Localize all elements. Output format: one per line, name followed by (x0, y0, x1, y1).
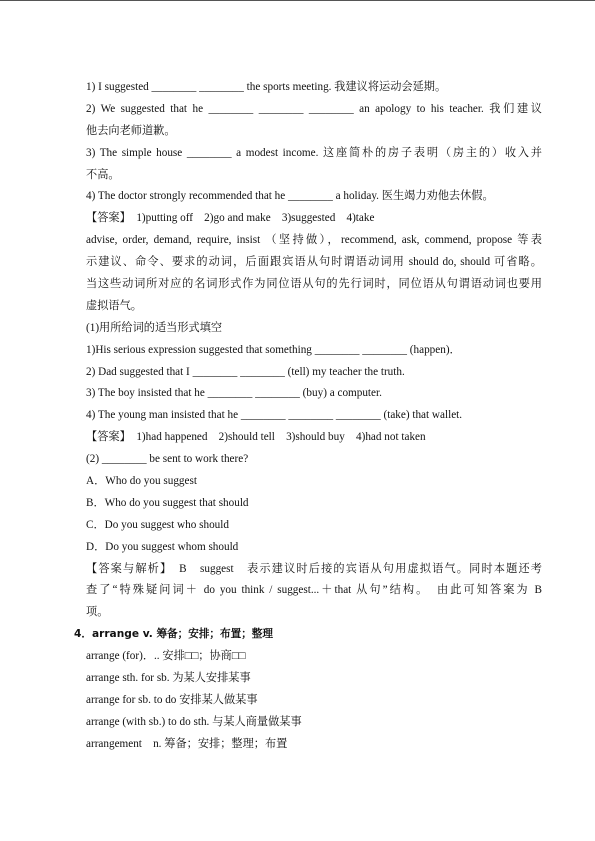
explanation-line: 查了“特殊疑问词＋ do you think / suggest...＋that 从句”结构。 由此可知答案为 B (86, 584, 542, 597)
option-a: A．Who do you suggest (86, 475, 197, 488)
text-line: 4) The young man insisted that he ________ ________ ________ (take) that wallet. (86, 409, 463, 422)
section-heading: 4．arrange v. 筹备；安排；布置；整理 (74, 628, 273, 641)
answer-line: 【答案】 1)had happened 2)should tell 3)should buy 4)had not taken (86, 431, 426, 444)
text-line: 1)His serious expression suggested that something ________ ________ (happen)． (86, 343, 461, 356)
option-b: B．Who do you suggest that should (86, 496, 249, 509)
text-line: 3) The boy insisted that he ________ ________ (buy) a computer. (86, 387, 382, 400)
question-line: (2) ________ be sent to work there? (86, 453, 249, 466)
phrase-line: arrange (for)．.. 安排□□；协商□□ (86, 650, 246, 663)
answer-line: 【答案】 1)putting off 2)go and make 3)suggested 4)take (86, 212, 375, 225)
text-line: 2) We suggested that he ________ ________ ________ an apology to his teacher. 我们建议 (86, 102, 542, 115)
text-line: advise, order, demand, require, insist （坚持做），recommend, ask, commend, propose 等表 (86, 234, 542, 247)
text-line: 不高。 (86, 168, 120, 181)
text-line: 他去向老师道歉。 (86, 124, 176, 137)
text-line: 当这些动词所对应的名词形式作为同位语从句的先行词时，同位语从句谓语动词也要用 (86, 278, 542, 291)
option-c: C．Do you suggest who should (86, 518, 229, 531)
text-line: 示建议、命令、要求的动词，后面跟宾语从句时谓语动词用 should do, should 可省略。 (86, 256, 542, 269)
header-rule (0, 0, 595, 1)
text-line: 2) Dad suggested that I ________ ________ (tell) my teacher the truth. (86, 365, 405, 378)
text-line: 虚拟语气。 (86, 299, 142, 312)
option-d: D．Do you suggest whom should (86, 540, 239, 553)
phrase-line: arrange for sb. to do 安排某人做某事 (86, 693, 258, 706)
phrase-line: arrange sth. for sb. 为某人安排某事 (86, 672, 251, 685)
document-body (74, 77, 542, 756)
text-line: 4) The doctor strongly recommended that he ________ a holiday. 医生竭力劝他去休假。 (86, 190, 494, 203)
text-line: 3) The simple house ________ a modest income. 这座简朴的房子表明（房主的）收入并 (86, 146, 542, 159)
text-line: 1) I suggested ________ ________ the sports meeting. 我建议将运动会延期。 (86, 81, 447, 93)
explanation-line: 【答案与解析】 B suggest 表示建议时后接的宾语从句用虚拟语气。同时本题还考 (86, 562, 542, 575)
exercise-heading: (1)用所给词的适当形式填空 (86, 321, 223, 334)
phrase-line: arrangement n. 筹备；安排；整理；布置 (86, 737, 288, 750)
phrase-line: arrange (with sb.) to do sth. 与某人商量做某事 (86, 715, 302, 728)
explanation-line: 项。 (86, 606, 109, 619)
